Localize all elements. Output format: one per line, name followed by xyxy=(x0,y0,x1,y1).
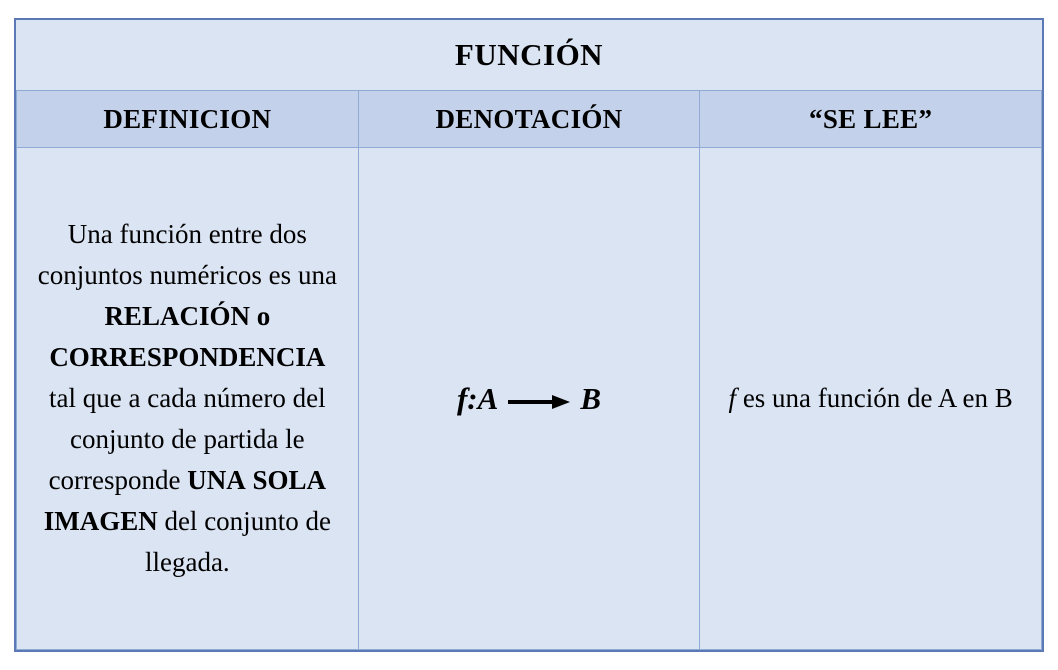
definicion-cell xyxy=(17,148,359,650)
table-title-row xyxy=(17,20,1042,91)
definicion-line-8-plain: del xyxy=(157,506,198,537)
se-lee-text xyxy=(718,378,1023,419)
table-title: FUNCIÓN xyxy=(17,20,1042,91)
definicion-line-7-bold: UNA xyxy=(187,465,246,496)
definicion-line-4-bold: CORRESPONDENCIA xyxy=(49,341,326,372)
table-content-row xyxy=(17,148,1042,650)
definicion-text xyxy=(35,214,340,583)
definicion-line-6: conjunto de partida le xyxy=(69,424,305,455)
function-table xyxy=(16,20,1042,650)
denotacion-cell xyxy=(358,148,700,650)
denotacion-formula xyxy=(457,381,601,416)
definicion-line-9: conjunto de llegada. xyxy=(144,506,331,578)
function-table-container xyxy=(14,18,1044,652)
formula-codomain: B xyxy=(580,380,601,416)
definicion-line-2: conjuntos numéricos es xyxy=(37,259,292,290)
column-header-denotacion: DENOTACIÓN xyxy=(358,91,700,148)
se-lee-cell xyxy=(700,148,1042,650)
definicion-line-8-bold: SOLA IMAGEN xyxy=(43,465,327,537)
definicion-line-7-plain: corresponde xyxy=(48,465,188,496)
table-header-row xyxy=(17,91,1042,148)
formula-domain: A xyxy=(477,380,499,416)
se-lee-line-2: de A en B xyxy=(907,383,1013,414)
definicion-line-1: Una función entre dos xyxy=(67,218,307,249)
column-header-se-lee: “SE LEE” xyxy=(700,91,1042,148)
se-lee-line-1: es una función xyxy=(736,383,901,414)
definicion-line-3-plain: una xyxy=(297,259,337,290)
definicion-line-5: tal que a cada número del xyxy=(49,382,326,413)
column-header-definicion: DEFINICION xyxy=(17,91,359,148)
right-arrow-icon xyxy=(508,395,570,409)
definicion-line-3-bold: RELACIÓN o xyxy=(104,300,271,331)
formula-colon: : xyxy=(467,380,478,416)
formula-f: f xyxy=(456,380,468,416)
se-lee-f: f xyxy=(728,383,737,414)
